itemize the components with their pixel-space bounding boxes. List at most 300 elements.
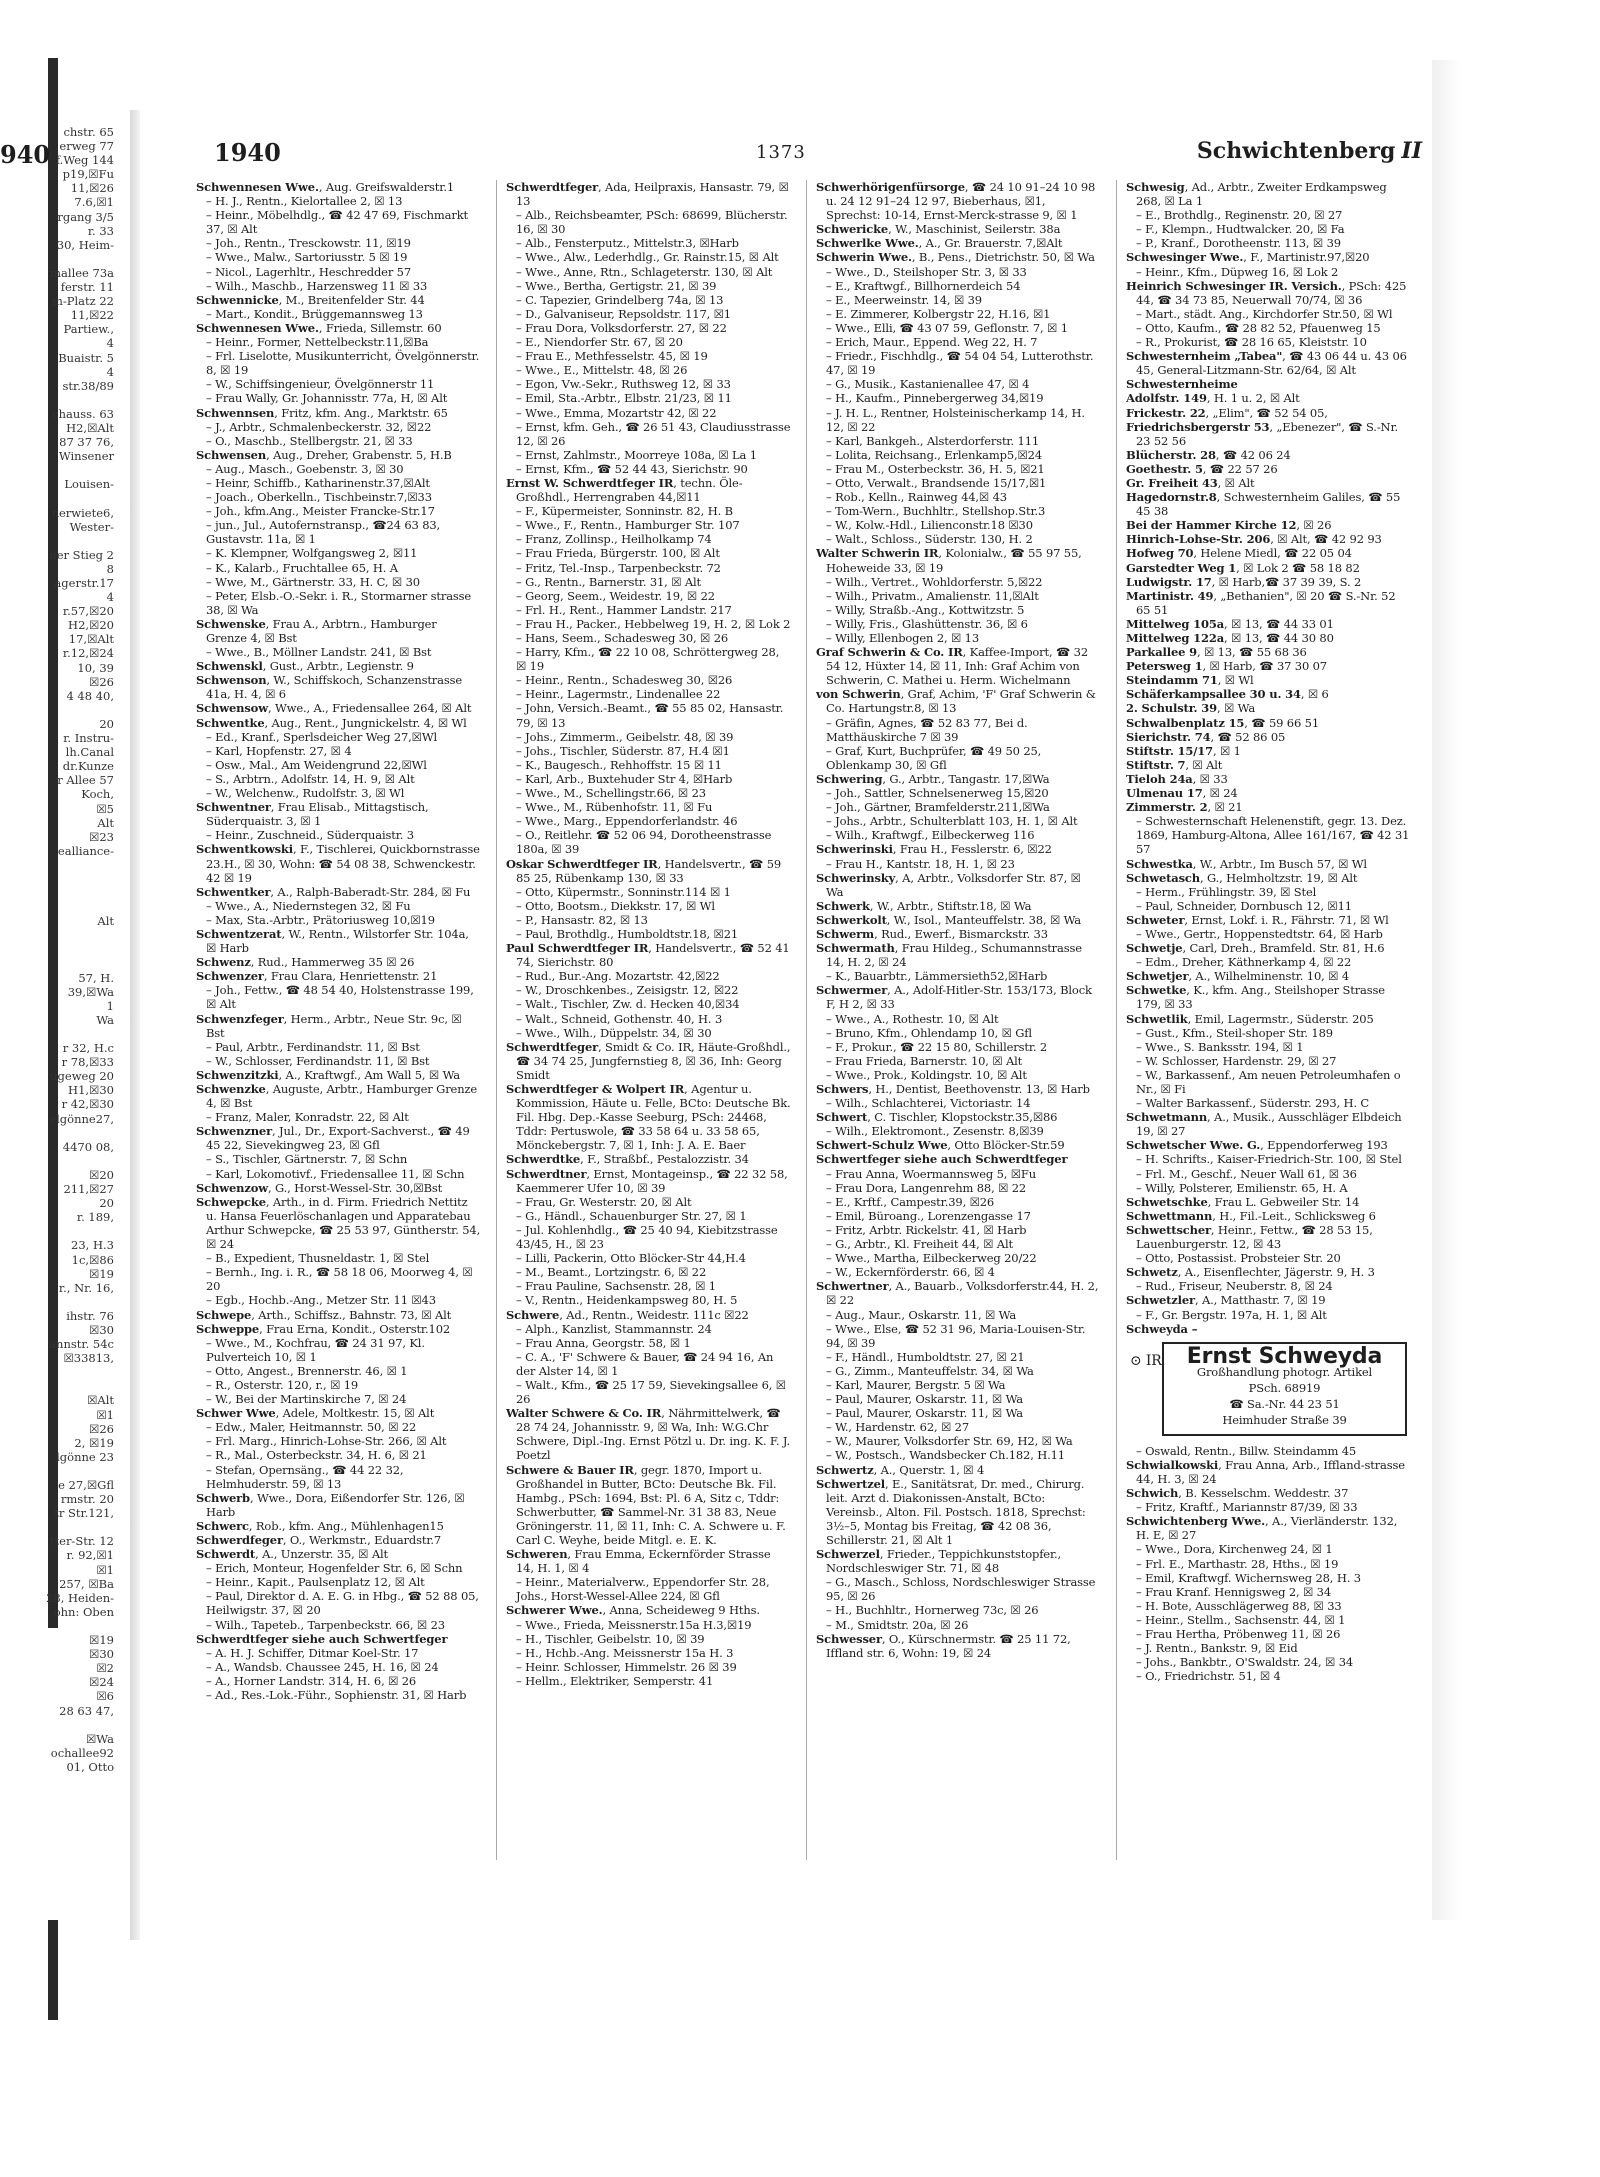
directory-entry: Schwerdtner, Ernst, Montageinsp., ☎ 22 32 58, Kaemmerer Ufer 10, ☒ 39: [506, 1166, 788, 1195]
directory-entry: 2. Schulstr. 39, ☒ Wa: [1126, 701, 1256, 716]
directory-entry: – Heinr., Materialverw., Eppendorfer Str. 28, Johs., Horst-Wessel-Allee 224, ☒ Gfl: [516, 1575, 770, 1604]
directory-entry: – W., Hardenstr. 62, ☒ 27: [826, 1420, 969, 1435]
edge-line: f.Weg 144: [55, 153, 114, 168]
directory-entry: – Bruno, Kfm., Ohlendamp 10, ☒ Gfl: [826, 1025, 1032, 1040]
directory-entry: – W., Barkassenf., Am neuen Petroleumhafen o Nr., ☒ Fi: [1136, 1067, 1401, 1096]
directory-entry: Blücherstr. 28, ☎ 42 06 24: [1126, 447, 1291, 462]
page-number: 1373: [756, 142, 806, 163]
directory-entry: – Lolita, Reichsang., Erlenkamp5,☒24: [826, 447, 1042, 462]
directory-entry: Schweppe, Frau Erna, Kondit., Osterstr.102: [196, 1321, 451, 1336]
edge-line: [0, 393, 120, 407]
directory-entry: – Edm., Dreher, Käthnerkamp 4, ☒ 22: [1136, 955, 1352, 970]
column-rule: [1116, 180, 1117, 1860]
directory-entry: Schwenskl, Gust., Arbtr., Legienstr. 9: [196, 659, 414, 674]
directory-entry: Walter Schwerin IR, Kolonialw., ☎ 55 97 55, Hoheweide 33, ☒ 19: [816, 546, 1082, 575]
directory-entry: – K. Klempner, Wolfgangsweg 2, ☒11: [206, 546, 418, 561]
directory-entry: – Willy, Ellenbogen 2, ☒ 13: [826, 631, 979, 645]
directory-entry: – Frau H., Packer., Hebbelweg 19, H. 2, ☒ Lok 2: [516, 616, 791, 631]
directory-entry: – Paul, Maurer, Oskarstr. 11, ☒ Wa: [826, 1392, 1023, 1407]
directory-entry: – H., Buchhltr., Hornerweg 73c, ☒ 26: [826, 1603, 1039, 1618]
directory-entry: – Rob., Kelln., Rainweg 44,☒ 43: [826, 490, 1007, 505]
directory-entry: – Friedr., Fischhdlg., ☎ 54 04 54, Lutterothstr. 47, ☒ 19: [826, 349, 1094, 378]
edge-line: str.38/89: [62, 378, 114, 393]
directory-entry: – R., Mal., Osterbeckstr. 34, H. 6, ☒ 21: [206, 1448, 427, 1463]
directory-entry: – Joh., Sattler, Schnelsenerweg 15,☒20: [826, 786, 1049, 801]
directory-entry: – Johs., Zimmerm., Geibelstr. 48, ☒ 39: [516, 729, 734, 744]
directory-entry: Schwesternheime: [1126, 377, 1238, 392]
directory-entry: Schwerhörigenfürsorge, ☎ 24 10 91–24 10 98 u. 24 12 91–24 12 97, Bieberhaus, ☒1, Sprechst: 10-14, Ernst-Merck-strasse 9, ☒ 1: [816, 180, 1096, 223]
directory-entry: – Gust., Kfm., Steil-shoper Str. 189: [1136, 1025, 1333, 1040]
directory-entry: – P., Hansastr. 82, ☒ 13: [516, 912, 648, 927]
directory-entry: – Nicol., Lagerhltr., Heschredder 57: [206, 264, 412, 279]
directory-entry: – K., Baugesch., Rehhoffstr. 15 ☒ 11: [516, 757, 722, 772]
edge-line: 211,☒27: [63, 1182, 114, 1197]
edge-line: ☒26: [89, 1421, 114, 1436]
directory-entry: – C. Tapezier, Grindelberg 74a, ☒ 13: [516, 292, 724, 307]
adjacent-page-edge-text: [0, 125, 120, 1880]
directory-entry: – Heinr., Möbelhdlg., ☎ 42 47 69, Fischmarkt 37, ☒ Alt: [206, 208, 468, 237]
advertisement-box: [1130, 1342, 1407, 1436]
directory-entry: Schwerm, Rud., Ewerf., Bismarckstr. 33: [816, 926, 1048, 941]
directory-entry: – Wwe., Elli, ☎ 43 07 59, Geflonstr. 7, ☒ 1: [826, 320, 1068, 335]
directory-entry: Schwerinsky, A, Arbtr., Volksdorfer Str. 87, ☒ Wa: [816, 870, 1081, 899]
directory-entry: Schwenzner, Jul., Dr., Export-Sachverst., ☎ 49 45 22, Sievekingweg 23, ☒ Gfl: [196, 1124, 470, 1153]
directory-entry: – Paul, Direktor d. A. E. G. in Hbg., ☎ 52 88 05, Heilwigstr. 37, ☒ 20: [206, 1589, 479, 1618]
directory-entry: – Paul, Brothdlg., Humboldtstr.18, ☒21: [516, 926, 739, 941]
running-title: Schwichtenberg II: [1196, 138, 1422, 164]
directory-entry: – Willy, Straßb.-Ang., Kottwitzstr. 5: [826, 602, 1025, 617]
edge-line: r 78,☒33: [61, 1055, 114, 1070]
directory-entry: – D., Galvaniseur, Repsoldstr. 117, ☒1: [516, 306, 731, 321]
directory-page: [196, 120, 1422, 1860]
directory-entry: – Wwe., M., Rübenhofstr. 11, ☒ Fu: [516, 800, 713, 815]
directory-entry: – Otto, Küpermstr., Sonninstr.114 ☒ 1: [516, 884, 731, 899]
directory-entry: – Wwe., Else, ☎ 52 31 96, Maria-Louisen-Str. 94, ☒ 39: [826, 1321, 1086, 1350]
directory-entry: – Ernst, Zahlmstr., Moorreye 108a, ☒ La 1: [516, 447, 757, 462]
directory-entry: – Wwe., Wilh., Düppelstr. 34, ☒ 30: [516, 1025, 712, 1040]
edge-line: 4: [106, 336, 114, 351]
directory-entry: – P., Kranf., Dorotheenstr. 113, ☒ 39: [1136, 236, 1341, 251]
edge-line: ☒1: [96, 1562, 114, 1577]
directory-entry: Ernst W. Schwerdtfeger IR, techn. Öle-Großhdl., Herrengraben 44,☒11: [506, 475, 743, 505]
columns: [196, 180, 1422, 1860]
directory-entry: – Frau Frieda, Barnerstr. 10, ☒ Alt: [826, 1053, 1023, 1068]
edge-line: lgönne 23: [56, 1449, 114, 1464]
edge-line: [0, 872, 120, 886]
directory-entry: – Peter, Elsb.-O.-Sekr. i. R., Stormarner strasse 38, ☒ Wa: [206, 588, 472, 617]
directory-entry: Hofweg 70, Helene Miedl, ☎ 22 05 04: [1126, 546, 1352, 561]
edge-line: ☒6: [96, 1689, 114, 1704]
directory-entry: – Alb., Reichsbeamter, PSch: 68699, Blücherstr. 16, ☒ 30: [516, 208, 788, 237]
directory-entry: – Oswald, Rentn., Billw. Steindamm 45: [1136, 1443, 1357, 1458]
directory-entry: – Willy, Polsterer, Emilienstr. 65, H. A: [1136, 1180, 1348, 1195]
directory-entry: – Wilh., Tapeteb., Tarpenbeckstr. 66, ☒ 23: [206, 1617, 445, 1632]
directory-entry: Schwich, B. Kesselschm. Weddestr. 37: [1126, 1486, 1349, 1501]
directory-entry: – Fritz, Tel.-Insp., Tarpenbeckstr. 72: [516, 560, 721, 575]
directory-entry: – Stefan, Opernsäng., ☎ 44 22 32, Helmhuderstr. 59, ☒ 13: [206, 1462, 404, 1491]
directory-entry: – Hans, Seem., Schadesweg 30, ☒ 26: [516, 631, 729, 645]
edge-line: [0, 491, 120, 505]
edge-line: ealliance-: [57, 843, 114, 858]
edge-line: ☒30: [89, 1322, 114, 1337]
directory-entry: – Wwe., F., Rentn., Hamburger Str. 107: [516, 518, 740, 533]
directory-entry: Schwerb, Wwe., Dora, Eißendorfer Str. 126, ☒ Harb: [196, 1490, 465, 1519]
directory-entry: Paul Schwerdtfeger IR, Handelsvertr., ☎ 52 41 74, Sierichstr. 80: [506, 941, 790, 970]
edge-line: 28 63 47,: [59, 1703, 114, 1718]
directory-entry: – E. Zimmerer, Kolbergstr 22, H.16, ☒1: [826, 306, 1051, 321]
directory-entry: – Franz, Zollinsp., Heilholkamp 74: [516, 532, 712, 547]
directory-entry: Stiftstr. 7, ☒ Alt: [1126, 757, 1223, 772]
edge-line: ihstr. 76: [66, 1308, 114, 1323]
directory-entry: – S., Arbtrn., Adolfstr. 14, H. 9, ☒ Alt: [206, 771, 415, 786]
directory-entry: – A., Horner Landstr. 314, H. 6, ☒ 26: [206, 1673, 417, 1688]
directory-entry: – Karl, Arb., Buxtehuder Str 4, ☒Harb: [516, 771, 733, 786]
directory-entry: Schwepe, Arth., Schiffsz., Bahnstr. 73, ☒ Alt: [196, 1307, 452, 1322]
directory-entry: – Heinr., Kapit., Paulsenplatz 12, ☒ Alt: [206, 1575, 425, 1590]
edge-line: Buaistr. 5: [58, 350, 114, 365]
edge-line: 01, Otto: [66, 1759, 114, 1774]
directory-entry: Schwetjer, A., Wilhelminenstr. 10, ☒ 4: [1126, 969, 1349, 984]
directory-entry: Schwensow, Wwe., A., Friedensallee 264, ☒ Alt: [196, 701, 472, 716]
directory-entry: Steindamm 71, ☒ Wl: [1126, 673, 1254, 688]
directory-entry: – Gräfin, Agnes, ☎ 52 83 77, Bei d. Matthäuskirche 7 ☒ 39: [826, 715, 1028, 744]
directory-entry: Schwertner, A., Bauarb., Volksdorferstr.44, H. 2, ☒ 22: [816, 1279, 1099, 1308]
edge-line: [0, 1619, 120, 1633]
edge-line: 11,☒26: [70, 181, 114, 196]
directory-entry: – Wwe., Emma, Mozartstr 42, ☒ 22: [516, 405, 717, 420]
directory-entry: – G., Musik., Kastanienallee 47, ☒ 4: [826, 377, 1030, 392]
ad-side-mark: ⊙ IR: [1130, 1352, 1162, 1369]
directory-entry: – Rud., Bur.-Ang. Mozartstr. 42,☒22: [516, 969, 720, 984]
page-header: [196, 120, 1422, 168]
directory-entry: Schweyda –: [1126, 1321, 1198, 1336]
edge-line: r.12,☒24: [62, 646, 114, 661]
directory-entry: – Willy, Fris., Glashüttenstr. 36, ☒ 6: [826, 616, 1028, 631]
edge-line: lh.Canal: [65, 745, 114, 760]
edge-line: Wester-: [69, 519, 114, 534]
directory-entry: Schwerkolt, W., Isol., Manteuffelstr. 38, ☒ Wa: [816, 912, 1081, 927]
directory-entry: – Frau Anna, Woermannsweg 5, ☒Fu: [826, 1166, 1037, 1181]
directory-entry: Adolfstr. 149, H. 1 u. 2, ☒ Alt: [1126, 391, 1300, 406]
directory-entry: – Wwe., Martha, Eilbeckerweg 20/22: [826, 1251, 1037, 1266]
directory-entry: Schwensen, Aug., Dreher, Grabenstr. 5, H.B: [196, 447, 452, 462]
directory-entry: Schwertz, A., Querstr. 1, ☒ 4: [816, 1462, 985, 1477]
directory-entry: Schwalbenplatz 15, ☎ 59 66 51: [1126, 715, 1319, 730]
directory-entry: – W., Bei der Martinskirche 7, ☒ 24: [206, 1392, 407, 1407]
edge-line: ner Stieg 2: [49, 547, 114, 562]
edge-line: 20: [99, 1196, 114, 1211]
directory-entry: – G., Zimm., Manteuffelstr. 34, ☒ Wa: [826, 1363, 1034, 1378]
edge-line: [0, 703, 120, 717]
edge-line: 1c,☒86: [71, 1252, 114, 1267]
directory-entry: – Heinr., Lagermstr., Lindenallee 22: [516, 687, 721, 702]
directory-entry: Schwentner, Frau Elisab., Mittagstisch, Süderquaistr. 3, ☒ 1: [196, 800, 429, 829]
directory-entry: – G., Rentn., Barnerstr. 31, ☒ Alt: [516, 574, 702, 589]
directory-entry: Schwenzer, Frau Clara, Henriettenstr. 21: [196, 969, 438, 984]
edge-line: p19,☒Fu: [62, 167, 114, 182]
edge-line: Alt: [97, 914, 114, 929]
edge-line: H2,☒20: [68, 618, 114, 633]
directory-entry: – Alb., Fensterputz., Mittelstr.3, ☒Harb: [516, 236, 739, 251]
directory-entry: – Fritz, Arbtr. Rickelstr. 41, ☒ Harb: [826, 1222, 1027, 1237]
directory-entry: – F., Gr. Bergstr. 197a, H. 1, ☒ Alt: [1136, 1307, 1327, 1322]
directory-entry: Schwerer Wwe., Anna, Scheideweg 9 Hths.: [506, 1603, 760, 1618]
edge-line: 257, ☒Ba: [59, 1576, 114, 1591]
directory-entry: Schwennsen, Fritz, kfm. Ang., Marktstr. 65: [196, 405, 448, 420]
directory-entry: – W., Schlosser, Ferdinandstr. 11, ☒ Bst: [206, 1053, 430, 1068]
directory-entry: Gr. Freiheit 43, ☒ Alt: [1126, 475, 1255, 490]
edge-line: [0, 1379, 120, 1393]
directory-entry: Schwetke, K., kfm. Ang., Steilshoper Strasse 179, ☒ 33: [1126, 983, 1385, 1012]
directory-entry: Schwertzel, E., Sanitätsrat, Dr. med., Chirurg. leit. Arzt d. Diakonissen-Anstalt, BCto: Vereinsb., Alton. Fil. Postsch. 1818, Sprechst: 3½–5, Montag bis Freitag, ☎ 42 08 36, Schillerstr. 21, ☒ Alt 1: [816, 1476, 1086, 1547]
directory-entry: – Frau E., Methfesselstr. 45, ☒ 19: [516, 349, 708, 364]
directory-entry: Schwestka, W., Arbtr., Im Busch 57, ☒ Wl: [1126, 856, 1367, 871]
edge-line: ☒33813,: [63, 1351, 114, 1366]
directory-entry: – Wwe., Bertha, Gertigstr. 21, ☒ 39: [516, 278, 717, 293]
edge-line: ☒1: [96, 1407, 114, 1422]
directory-entry: – Joach., Oberkelln., Tischbeinstr.7,☒33: [206, 490, 432, 505]
directory-entry: Schwere & Bauer IR, gegr. 1870, Import u. Großhandel in Butter, BCto: Deutsche Bk. Fil. Hambg., PSch: 1694, Bst: Pl. 6 A, Sitz c, Tddr: Schwerbutter, ☎ Sammel-Nr. 31 38 83, Neue Gröningerstr. 11, ☒ 11, Inh: C. A. Schwere u. F. Carl C. Weyhe, beide Mitgl. e. E. K.: [506, 1462, 786, 1547]
directory-entry: Schwert, C. Tischler, Klopstockstr.35,☒86: [816, 1110, 1058, 1125]
directory-entry: – Wwe., Anne, Rtn., Schlageterstr. 130, ☒ Alt: [516, 264, 773, 279]
directory-entry: Schwermath, Frau Hildeg., Schumannstrasse 14, H. 2, ☒ 24: [816, 941, 1082, 970]
edge-line: ohn: Oben: [53, 1604, 114, 1619]
directory-entry: – Joh., Gärtner, Bramfelderstr.211,☒Wa: [826, 800, 1050, 815]
ad-line-2: PSch. 68919: [1248, 1380, 1321, 1395]
directory-entry: – Paul, Arbtr., Ferdinandstr. 11, ☒ Bst: [206, 1039, 420, 1054]
directory-entry: Schwesig, Ad., Arbtr., Zweiter Erdkampsweg 268, ☒ La 1: [1126, 180, 1387, 209]
page-edge-bar-bottom: [48, 1920, 58, 2020]
edge-line: [0, 252, 120, 266]
directory-entry: – R., Prokurist, ☎ 28 16 65, Kleiststr. 10: [1136, 335, 1367, 350]
ad-line-4: Heimhuder Straße 39: [1222, 1412, 1347, 1427]
edge-line: ferstr. 11: [60, 280, 114, 295]
ad-title: Ernst Schweyda: [1186, 1343, 1383, 1369]
directory-entry: Schwertfeger siehe auch Schwerdtfeger: [816, 1152, 1068, 1167]
directory-entry: – Karl, Bankgeh., Alsterdorferstr. 111: [826, 433, 1040, 448]
edge-line: 4: [106, 364, 114, 379]
directory-entry: – Georg, Seem., Weidestr. 19, ☒ 22: [516, 588, 715, 603]
directory-entry: – Heinr., Former, Nettelbeckstr.11,☒Ba: [206, 335, 429, 350]
directory-entry: Schwentke, Aug., Rent., Jungnickelstr. 4, ☒ Wl: [196, 715, 467, 730]
edge-line: [0, 928, 120, 942]
directory-entry: – Frau Dora, Volksdorferstr. 27, ☒ 22: [516, 320, 727, 335]
directory-entry: – Emil, Büroang., Lorenzengasse 17: [826, 1208, 1031, 1223]
directory-entry: – F., Händl., Humboldtstr. 27, ☒ 21: [826, 1349, 1025, 1364]
directory-entry: – Heinr., Rentn., Schadesweg 30, ☒26: [516, 673, 733, 688]
directory-entry: Martinistr. 49, „Bethanien", ☒ 20 ☎ S.-Nr. 52 65 51: [1126, 588, 1396, 617]
header-year: 1940: [214, 138, 281, 167]
directory-entry: Schwer Wwe, Adele, Moltkestr. 15, ☒ Alt: [196, 1406, 435, 1421]
directory-entry: Schwenzfeger, Herm., Arbtr., Neue Str. 9c, ☒ Bst: [196, 1011, 462, 1040]
directory-entry: Schwerdtke, F., Straßbf., Pestalozzistr. 34: [506, 1152, 749, 1167]
directory-entry: – Graf, Kurt, Buchprüfer, ☎ 49 50 25, Oblenkamp 30, ☒ Gfl: [826, 743, 1042, 772]
directory-entry: Schwerdt, A., Unzerstr. 35, ☒ Alt: [196, 1547, 388, 1562]
directory-entry: – Walt., Schneid, Gothenstr. 40, H. 3: [516, 1011, 723, 1026]
directory-entry: – W. Schlosser, Hardenstr. 29, ☒ 27: [1136, 1053, 1337, 1068]
directory-entry: – H. Bote, Ausschlägerweg 88, ☒ 33: [1136, 1598, 1342, 1613]
directory-entry: – Wwe., Frieda, Meissnerstr.15a H.3,☒19: [516, 1617, 752, 1632]
edge-line: [0, 1464, 120, 1478]
edge-line: ugeweg 20: [50, 1069, 114, 1084]
directory-entry: – K., Kalarb., Fruchtallee 65, H. A: [206, 560, 398, 575]
directory-entry: – Egb., Hochb.-Ang., Metzer Str. 11 ☒43: [206, 1293, 436, 1308]
edge-line: Winsener: [58, 449, 114, 464]
edge-line: 1: [106, 998, 114, 1013]
directory-entry: Schwerinski, Frau H., Fesslerstr. 6, ☒22: [816, 842, 1052, 857]
directory-entry: – J. Rentn., Bankstr. 9, ☒ Eid: [1136, 1641, 1298, 1656]
directory-entry: – Frau Kranf. Hennigsweg 2, ☒ 34: [1136, 1584, 1331, 1599]
edge-line: ☒23: [89, 829, 114, 844]
edge-line: [0, 463, 120, 477]
directory-entry: – Paul, Maurer, Oskarstr. 11, ☒ Wa: [826, 1406, 1023, 1421]
column-4: [1126, 180, 1411, 1860]
directory-entry: – Johs., Arbtr., Schulterblatt 103, H. 1, ☒ Alt: [826, 814, 1078, 829]
directory-entry: – Osw., Mal., Am Weidengrund 22,☒Wl: [206, 757, 427, 772]
directory-entry: – Frau Anna, Georgstr. 58, ☒ 1: [516, 1335, 691, 1350]
edge-line: H2,☒Alt: [66, 420, 114, 435]
directory-entry: – Frl. E., Marthastr. 28, Hths., ☒ 19: [1136, 1556, 1339, 1571]
directory-entry: – Wilh., Maschb., Harzensweg 11 ☒ 33: [206, 278, 428, 293]
edge-line: r. 189,: [76, 1210, 114, 1225]
directory-entry: Schweter, Ernst, Lokf. i. R., Fährstr. 71, ☒ Wl: [1126, 912, 1389, 927]
directory-entry: – J. H. L., Rentner, Holsteinischerkamp 14, H. 12, ☒ 22: [826, 405, 1085, 434]
directory-entry: – Wwe., D., Steilshoper Str. 3, ☒ 33: [826, 264, 1027, 279]
directory-entry: – Wwe., Prok., Koldingstr. 10, ☒ Alt: [826, 1067, 1027, 1082]
directory-entry: Schwermer, A., Adolf-Hitler-Str. 153/173, Block F, H 2, ☒ 33: [816, 983, 1092, 1012]
directory-entry: Bei der Hammer Kirche 12, ☒ 26: [1126, 518, 1332, 533]
directory-entry: Schwesternheim „Tabea", ☎ 43 06 44 u. 43 06 45, General-Litzmann-Str. 62/64, ☒ Alt: [1126, 349, 1407, 378]
directory-entry: Schwerk, W., Arbtr., Stiftstr.18, ☒ Wa: [816, 898, 1032, 913]
directory-entry: – Wilh., Vertret., Wohldorferstr. 5,☒22: [826, 574, 1043, 589]
directory-entry: – E., Kraftwgf., Billhornerdeich 54: [826, 278, 1021, 293]
directory-entry: – Wwe., Malw., Sartoriusstr. 5 ☒ 19: [206, 250, 408, 265]
directory-entry: – Mart., städt. Ang., Kirchdorfer Str.50, ☒ Wl: [1136, 306, 1393, 321]
directory-entry: Schwenzke, Auguste, Arbtr., Hamburger Grenze 4, ☒ Bst: [196, 1082, 478, 1111]
directory-entry: – Emil, Kraftwgf. Wichernsweg 28, H. 3: [1136, 1570, 1361, 1585]
directory-entry: – Ernst, Kfm., ☎ 52 44 43, Sierichstr. 90: [516, 461, 748, 476]
directory-entry: – Wwe., E., Mittelstr. 48, ☒ 26: [516, 363, 688, 378]
directory-entry: – Frau Frieda, Bürgerstr. 100, ☒ Alt: [516, 546, 720, 561]
edge-line: [0, 886, 120, 900]
directory-entry: – Mart., Kondit., Brüggemannsweg 13: [206, 306, 423, 321]
directory-entry: – Wwe., B., Möllner Landstr. 241, ☒ Bst: [206, 645, 432, 660]
edge-line: r Allee 57: [57, 773, 114, 788]
edge-line: 4 48 40,: [66, 688, 114, 703]
directory-entry: – O., Reitlehr. ☎ 52 06 94, Dorotheenstrasse 180a, ☒ 39: [516, 828, 772, 857]
directory-entry: – Walt., Schloss., Süderstr. 130, H. 2: [826, 532, 1033, 547]
directory-entry: – Joh., Rentn., Tresckowstr. 11, ☒19: [206, 236, 411, 251]
directory-entry: Schwentzerat, W., Rentn., Wilstorfer Str. 104a, ☒ Harb: [196, 926, 469, 956]
edge-line: [0, 1126, 120, 1140]
directory-entry: Tieloh 24a, ☒ 33: [1126, 771, 1228, 786]
directory-entry: – J., Arbtr., Schmalenbeckerstr. 32, ☒22: [206, 419, 432, 434]
directory-entry: Schwericke, W., Maschinist, Seilerstr. 38a: [816, 222, 1061, 237]
directory-entry: – Hellm., Elektriker, Semperstr. 41: [516, 1673, 714, 1688]
directory-entry: – W., Postsch., Wandsbecker Ch.182, H.11: [826, 1448, 1065, 1463]
directory-entry: Schwentkowski, F., Tischlerei, Quickbornstrasse 23.H., ☒ 30, Wohn: ☎ 54 08 38, Schwenckestr. 42 ☒ 19: [196, 842, 480, 885]
edge-line: chstr. 65: [63, 125, 114, 139]
directory-entry: Hagedornstr.8, Schwesternheim Galiles, ☎ 55 45 38: [1126, 490, 1401, 519]
edge-line: 7.6,☒1: [74, 195, 114, 210]
edge-line: Partiew.,: [63, 322, 114, 337]
directory-entry: Ludwigstr. 17, ☒ Harb,☎ 37 39 39, S. 2: [1126, 574, 1362, 589]
edge-line: 39,☒Wa: [67, 984, 114, 999]
directory-entry: – A., Wandsb. Chaussee 245, H. 16, ☒ 24: [206, 1659, 439, 1674]
directory-entry: Schwetscher Wwe. G., Eppendorferweg 193: [1126, 1138, 1388, 1153]
edge-line: ☒5: [96, 801, 114, 816]
directory-entry: Heinrich Schwesinger IR. Versich., PSch: 425 44, ☎ 34 73 85, Neuerwall 70/74, ☒ 36: [1126, 278, 1407, 307]
directory-entry: Schwepcke, Arth., in d. Firm. Friedrich Nettitz u. Hansa Feuerlöschanlagen und Apparatebau Arthur Schwepcke, ☎ 25 53 97, Güntherstr. 54, ☒ 24: [196, 1194, 481, 1252]
directory-entry: Schwetlik, Emil, Lagermstr., Süderstr. 205: [1126, 1011, 1374, 1026]
directory-entry: – Frl. Marg., Hinrich-Lohse-Str. 266, ☒ Alt: [206, 1434, 447, 1449]
directory-entry: Schwenzow, G., Horst-Wessel-Str. 30,☒Bst: [196, 1180, 443, 1195]
directory-entry: – Ad., Res.-Lok.-Führ., Sophienstr. 31, ☒ Harb: [206, 1688, 467, 1703]
directory-entry: – F., Küpermeister, Sonninstr. 82, H. B: [516, 504, 733, 519]
directory-entry: Schwenson, W., Schiffskoch, Schanzenstrasse 41a, H. 4, ☒ 6: [196, 673, 463, 702]
edge-line: ☒24: [89, 1675, 114, 1690]
directory-entry: Schwialkowski, Frau Anna, Arb., Iffland-strasse 44, H. 3, ☒ 24: [1126, 1457, 1405, 1486]
directory-entry: – Frl. Liselotte, Musikunterricht, Övelgönnerstr. 8, ☒ 19: [206, 349, 480, 378]
edge-line: 57, H.: [78, 970, 114, 985]
directory-entry: Schwerzel, Frieder., Teppichkunststopfer., Nordschleswiger Str. 71, ☒ 48: [816, 1547, 1062, 1576]
directory-entry: Schwerdtfeger siehe auch Schwertfeger: [196, 1631, 448, 1646]
edge-line: r 32, H.c: [62, 1041, 114, 1056]
edge-line: r.57,☒20: [62, 604, 114, 619]
directory-entry: – Wilh., Kraftwgf., Eilbeckerweg 116: [826, 828, 1035, 843]
directory-entry: – M., Beamt., Lortzingstr. 6, ☒ 22: [516, 1265, 707, 1280]
directory-entry: – Tom-Wern., Buchhltr., Stellshop.Str.3: [826, 504, 1046, 519]
page-right-edge: [1432, 60, 1462, 1920]
directory-entry: – W., Schiffsingenieur, Övelgönnerstr 11: [206, 377, 435, 392]
edge-line: r., Nr. 16,: [58, 1280, 114, 1295]
directory-entry: Schwers, H., Dentist, Beethovenstr. 13, ☒ Harb: [816, 1082, 1090, 1096]
edge-line: [0, 900, 120, 914]
directory-entry: – Erich, Monteur, Hogenfelder Str. 6, ☒ Schn: [206, 1561, 463, 1576]
directory-entry: Schwert-Schulz Wwe, Otto Blöcker-Str.59: [816, 1138, 1065, 1153]
edge-line: 30, Heim-: [56, 237, 114, 252]
edge-line: tr Str.121,: [54, 1506, 114, 1521]
directory-entry: – Franz, Maler, Konradstr. 22, ☒ Alt: [206, 1110, 409, 1125]
column-3: [816, 180, 1101, 1860]
directory-entry: – S., Tischler, Gärtnerstr. 7, ☒ Schn: [206, 1152, 408, 1167]
directory-entry: – Frau Wally, Gr. Johannisstr. 77a, H, ☒ Alt: [206, 391, 448, 406]
directory-entry: – F., Klempn., Hudtwalcker. 20, ☒ Fa: [1136, 222, 1345, 237]
directory-entry: – Otto, Bootsm., Diekkstr. 17, ☒ Wl: [516, 898, 715, 913]
column-2: [506, 180, 791, 1860]
edge-line: [0, 1520, 120, 1534]
edge-line: ☒19: [89, 1266, 114, 1281]
edge-line: ☒26: [89, 674, 114, 689]
edge-line: [0, 1027, 120, 1041]
directory-entry: – Aug., Maur., Oskarstr. 11, ☒ Wa: [826, 1307, 1017, 1322]
edge-line: [0, 534, 120, 548]
book-gutter: [130, 110, 140, 1940]
directory-entry: – Jul. Kohlenhdlg., ☎ 25 40 94, Kiebitzstrasse 43/45, H., ☒ 23: [516, 1222, 778, 1252]
edge-line: e 27,☒Gfl: [58, 1478, 114, 1492]
directory-entry: – H., Kaufm., Pinnebergerweg 34,☒19: [826, 391, 1044, 406]
directory-entry: – G., Arbtr., Kl. Freiheit 44, ☒ Alt: [826, 1237, 1013, 1252]
directory-entry: – Harry, Kfm., ☎ 22 10 08, Schröttergweg 28, ☒ 19: [516, 645, 780, 674]
edge-line: 10, 39: [77, 660, 114, 675]
directory-entry: – Wwe., S. Banksstr. 194, ☒ 1: [1136, 1039, 1304, 1054]
column-rule: [496, 180, 497, 1860]
directory-entry: Schwetzler, A., Matthastr. 7, ☒ 19: [1126, 1293, 1326, 1308]
edge-line: H1,☒30: [68, 1083, 114, 1098]
edge-line: ☒Alt: [87, 1393, 114, 1408]
directory-entry: – Walt., Kfm., ☎ 25 17 59, Sievekingsallee 6, ☒ 26: [516, 1377, 786, 1407]
edge-line: [0, 858, 120, 872]
